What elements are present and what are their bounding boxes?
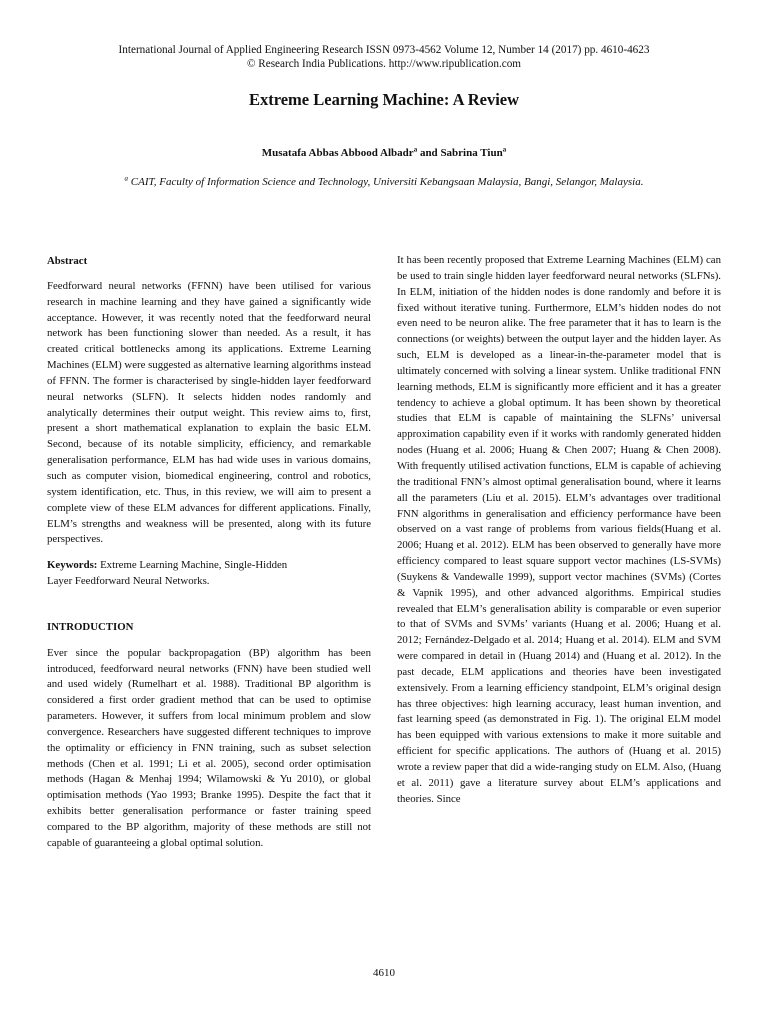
author-line [0,147,768,159]
author-conjunction: and [417,147,441,159]
introduction-body: Ever since the popular backpropagation (BP) algorithm has been introduced, feedforward neural networks (FNN) have been studied well and used widely (Rumelhart et al. 1988). Traditional BP algorithm is considered a first order gradient method that can be used to optimise parameters. However, it suffers from local minimum problem and slow convergence. Researchers have suggested different techniques to improve the optimality or efficiency in FNN training, such as subset selection methods (Chen et al. 1991; Li et al. 2005), second order optimisation methods (Hagan & Menhaj 1994; Wilamowski & Yu 2010), or global optimisation methods (Yao 1993; Branke 1995). Despite the fact that it exhibits better generalisation performance or faster training speed compared to the BP algorithm, majority of these methods are still not capable of guaranteeing a global optimal solution. [47,646,371,849]
page-number: 4610 [373,967,395,979]
keywords-label: Keywords: [47,559,98,572]
keywords [47,558,371,590]
introduction-continued: It has been recently proposed that Extreme Learning Machines (ELM) can be used to train single hidden layer feedforward neural networks (SLFNs). In ELM, initiation of the hidden nodes is done randomly and before it is fixed without iterative tuning. Furthermore, ELM’s hidden nodes do not even need to be neuron alike. The free parameter that it has to learn is the connections (or weights) between the output layer and the hidden layer. As such, ELM is developed as a linear-in-the-parameter model that is ultimately concerned with solving a linear system. Unlike traditional FNN learning methods, ELM is significantly more efficient and it has a greater tendency to achieve a global optimum. It has been shown by theoretical studies that ELM is capable of maintaining the SLFNs’ universal approximation capability even if it works with randomly generated hidden nodes (Huang et al. 2006; Huang & Chen 2007; Huang & Chen 2008). With frequently utilised activation functions, ELM is capable of achieving the traditional FNN’s almost optimal generalisation bound, where it learns all the parameters (Liu et al. 2015). ELM’s advantages over traditional FNN algorithms in generalisation and efficiency performance have been observed on a vast range of problems from various fields(Huang et al. 2006; Huang et al. 2012). ELM has been observed to generally have more efficiency compared to least square support vector machines (LS-SVMs) (Suykens & Vandewalle 1999), support vector machines (SVMs) (Cortes & Vapnik 1995), and other advanced algorithms. Empirical studies revealed that ELM’s generalisation ability is comparable or even superior to that of SVMs and SVMs’ variants (Huang et al. 2006; Huang et al. 2012; Fernández-Delgado et al. 2014; Huang et al. 2014). ELM and SVM were compared in detail in (Huang 2014) and (Huang et al. 2012). In the past decade, ELM applications and theories have been investigated extensively. From a learning efficiency standpoint, ELM’s original design has three objectives: high learning accuracy, least human invention, and fast learning speed (as demonstrated in Fig. 1). The original ELM model has been equipped with various extensions to make it more suitable and efficient for specific applications. The authors of (Huang et al. 2015) wrote a review paper that did a wide-ranging study on ELM. Also, (Huang et al. 2011) gave a literature survey about ELM’s applications and theories. Since [397,254,721,805]
keywords-text: Layer Feedforward Neural Networks. [47,575,210,588]
affiliation [0,176,768,188]
affiliation-text: CAIT, Faculty of Information Science and Technology, Universiti Kebangsaan Malaysia, Bangi, Selangor, Malaysia. [130,176,644,188]
author-name: Sabrina Tiun [440,147,503,159]
right-column [397,253,721,808]
affiliation-marker: a [124,174,129,183]
left-column [47,254,371,852]
keywords-text: Extreme Learning Machine, Single-Hidden [97,559,288,572]
affiliation-marker: a [502,145,507,154]
paper-title: Extreme Learning Machine: A Review [248,90,520,109]
introduction-heading: INTRODUCTION [47,620,134,633]
author-name: Musatafa Abbas Abbood Albadr [261,147,414,159]
journal-header [0,43,768,71]
abstract-body: Feedforward neural networks (FFNN) have been utilised for various research in machine learning and they have gained a significantly wide acceptance. However, it was recently noted that the feedforward neural network has been functioning slower than needed. As a result, it has created critical bottlenecks among its applications. Extreme Learning Machines (ELM) were suggested as alternative learning algorithms instead of FFNN. The former is characterised by single-hidden layer feedforward neural networks (SLFN). It selects hidden nodes randomly and analytically determines their output weight. This review aims to, first, present a short mathematical explanation to explain the basic ELM. Second, because of its notable simplicity, efficiency, and remarkable generalisation performance, ELM has had wide uses in various domains, such as computer vision, biomedical engineering, control and robotics, system identification, etc. Thus, in this review, we will aim to present a complete view of these ELM advances for different applications. Finally, ELM’s strengths and weakness will be presented, along with its future perspectives. [47,279,371,546]
publisher-line: © Research India Publications. http://www.ripublication.com [246,58,522,70]
abstract-heading: Abstract [47,255,88,267]
journal-citation-line: International Journal of Applied Engineering Research ISSN 0973-4562 Volume 12, Number 14 (2017) pp. 4610-4623 [118,44,650,56]
affiliation-marker: a [413,145,418,154]
